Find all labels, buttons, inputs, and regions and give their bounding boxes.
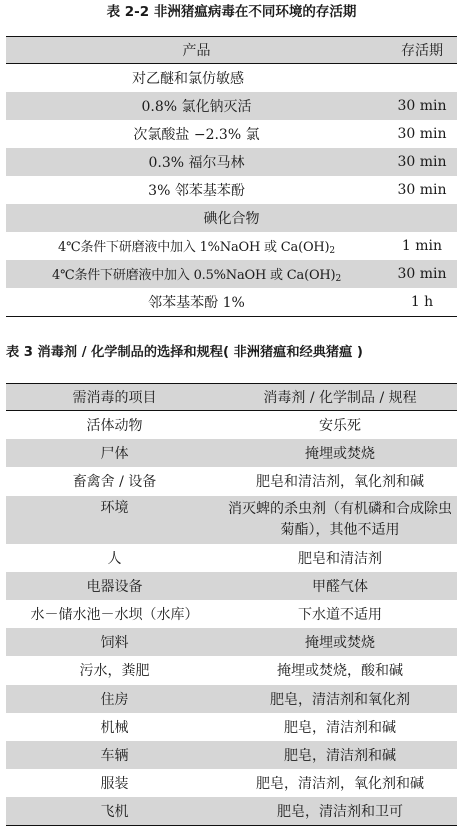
product-cell: 0.3% 福尔马林	[148, 155, 245, 171]
method-cell: 肥皂和清洁剂	[298, 550, 382, 567]
table-row	[6, 628, 457, 656]
method-cell: 下水道不适用	[298, 607, 382, 624]
item-cell: 人	[107, 550, 122, 567]
table-row	[6, 260, 457, 288]
table-row	[6, 572, 457, 600]
item-cell: 饲料	[100, 635, 129, 652]
table-row	[6, 685, 457, 713]
table1-caption: 表 2-2 非洲猪瘟病毒在不同环境的存活期	[106, 4, 357, 20]
table-header-row	[6, 37, 457, 64]
item-cell: 机械	[100, 719, 129, 736]
time-cell: 30 min	[397, 154, 447, 170]
method-cell: 掩埋或焚烧	[305, 446, 375, 463]
item-cell: 尸体	[100, 446, 129, 463]
table-row	[6, 411, 457, 440]
product-cell	[6, 232, 387, 260]
product-cell: 次氯酸盐 −2.3% 氯	[133, 127, 260, 143]
product-cell	[6, 260, 387, 288]
header-product: 产品	[6, 37, 387, 64]
product-cell: 0.8% 氯化钠灭活	[141, 99, 252, 115]
method-cell: 肥皂，清洁剂，氧化剂和碱	[256, 776, 424, 793]
method-cell: 掩埋或焚烧	[305, 635, 375, 652]
group-ether-chloroform: 对乙醚和氯仿敏感	[132, 71, 244, 87]
group-row	[6, 64, 457, 93]
disinfection-table	[6, 383, 457, 826]
table-row	[6, 769, 457, 797]
subscript: 2	[329, 246, 335, 256]
header-item: 需消毒的项目	[6, 384, 223, 411]
method-cell: 肥皂，清洁剂和碱	[284, 747, 396, 764]
method-cell: 掩埋或焚烧，酸和碱	[277, 663, 403, 680]
time-cell: 1 h	[410, 294, 434, 310]
table-row	[6, 600, 457, 628]
item-cell: 住房	[100, 691, 129, 708]
method-cell: 消灭蜱的杀虫剂（有机磷和合成除虫菊酯），其他不适用	[228, 500, 452, 538]
header-survival: 存活期	[387, 37, 457, 64]
table-row	[6, 496, 457, 544]
method-cell: 肥皂和清洁剂，氧化剂和碱	[256, 474, 424, 491]
time-cell: 30 min	[397, 126, 447, 142]
item-cell: 水－储水池－水坝（水库）	[30, 607, 199, 624]
method-cell: 甲醛气体	[312, 578, 368, 595]
method-cell: 肥皂，清洁剂和卫可	[277, 804, 403, 821]
item-cell: 活体动物	[86, 418, 143, 435]
item-cell: 污水，粪肥	[79, 663, 150, 680]
table-row	[6, 148, 457, 176]
table-row	[6, 176, 457, 204]
table-row	[6, 656, 457, 684]
table2-caption: 表 3 消毒剂 / 化学制品的选择和规程( 非洲猪瘟和经典猪瘟 )	[6, 345, 363, 360]
product-text: 4℃条件下研磨液中加入 0.5%NaOH 或 Ca(OH)	[52, 268, 336, 283]
product-cell: 3% 邻苯基苯酚	[148, 183, 245, 199]
product-cell: 邻苯基苯酚 1%	[148, 295, 245, 311]
header-method: 消毒剂 / 化学制品 / 规程	[223, 384, 457, 411]
item-cell: 电器设备	[86, 578, 143, 595]
table-row	[6, 288, 457, 317]
time-cell: 30 min	[397, 98, 447, 114]
table-row	[6, 544, 457, 572]
table-row	[6, 92, 457, 120]
item-cell: 车辆	[100, 747, 129, 764]
item-cell: 服装	[100, 776, 129, 793]
method-cell: 安乐死	[319, 418, 361, 435]
survival-table	[6, 36, 457, 317]
method-cell: 肥皂，清洁剂和氧化剂	[270, 691, 410, 708]
item-cell: 环境	[100, 499, 129, 516]
table-row	[6, 120, 457, 148]
time-cell: 30 min	[397, 266, 447, 282]
item-cell: 畜禽舍 / 设备	[72, 474, 157, 491]
table-row	[6, 713, 457, 741]
table-row	[6, 797, 457, 826]
time-cell: 1 min	[401, 238, 443, 254]
item-cell: 飞机	[100, 804, 129, 821]
group-iodine: 碘化合物	[203, 211, 260, 227]
table-row	[6, 467, 457, 495]
time-cell: 30 min	[397, 182, 447, 198]
table-row	[6, 232, 457, 260]
table-row	[6, 741, 457, 769]
method-cell: 肥皂，清洁剂和碱	[284, 719, 396, 736]
table-row	[6, 439, 457, 467]
group-row	[6, 204, 457, 232]
subscript: 2	[335, 274, 341, 284]
table-header-row	[6, 384, 457, 411]
product-text: 4℃条件下研磨液中加入 1%NaOH 或 Ca(OH)	[58, 240, 330, 255]
